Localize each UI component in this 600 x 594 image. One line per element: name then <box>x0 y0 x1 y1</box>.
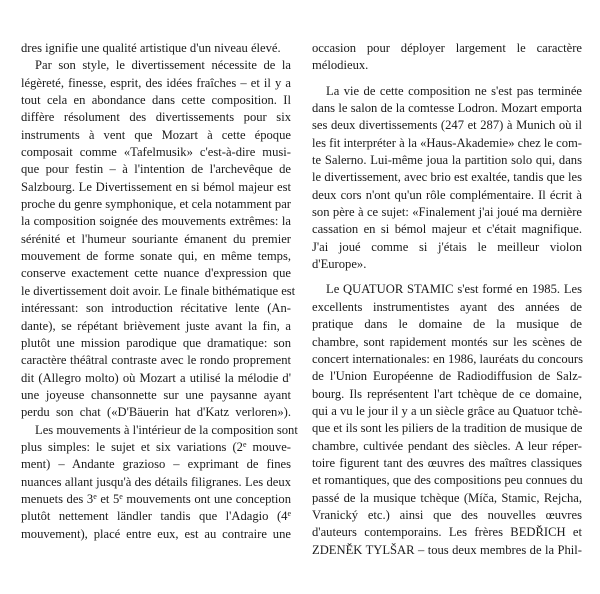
text-line: cassation en si bémol majeur et c'était magnifique. <box>312 222 582 237</box>
text-line: plutôt une mission parodique que dramatique: son <box>21 335 291 350</box>
text-line: caractère théâtral contraste avec le rondo proprement <box>21 353 291 368</box>
text-line: dante), se répétant brièvement juste avant la fin, a <box>21 318 291 333</box>
text-line: proche du genre symphonique, et cela notamment par <box>21 197 291 212</box>
text-line: ZDENĚK TYLŠAR – tous deux membres de la Phil- <box>312 542 582 557</box>
text-line: composait comme «Tafelmusik» c'est-à-dire musi- <box>21 145 291 160</box>
text-line: de l'Union Européenne de Radiodiffusion de Salz- <box>312 369 582 384</box>
text-line: légèreté, finesse, esprit, des idées fraîches – et il y a <box>21 75 291 90</box>
text-line: La vie de cette composition ne s'est pas terminée <box>326 83 582 98</box>
text-line: ment) – Andante grazioso – exprimant de fines <box>21 457 291 472</box>
right-text-column <box>312 40 582 559</box>
text-line: toire figurent tant des œuvres des maîtres classiques <box>312 455 582 470</box>
text-line: et romantiques, que des compositions peu connues du <box>312 473 583 488</box>
text-line: ses deux divertissements (247 et 287) à Munich où il <box>312 118 582 133</box>
text-line: Les mouvements à l'intérieur de la composition sont <box>35 422 298 437</box>
text-line <box>21 508 291 525</box>
text-line: son père à ce sujet: «Finalement j'ai joué ma dernière <box>312 205 582 220</box>
text-fragment: mouvements ont une conception <box>122 491 291 506</box>
text-line: tout cela en abondance dans cette composition. Il <box>21 93 291 108</box>
text-line: conserve exactement cette nuance d'expression que <box>21 266 291 281</box>
text-fragment: mouve- <box>246 439 291 454</box>
text-line: concert internationales: en 1986, lauréats du concours <box>312 351 584 366</box>
text-line: le divertissement, avec brio est exaltée, tandis que les <box>312 170 582 185</box>
text-line: J'ai joué comme si j'étais le meilleur violon <box>312 239 582 254</box>
text-line: chambre, cultivée pendant des siècles. A leur réper- <box>312 438 582 453</box>
text-line: excellents instrumentistes ayant des années de <box>312 299 582 314</box>
text-line <box>21 439 291 456</box>
text-line: instruments à vent que Mozart à cette époque <box>21 127 291 142</box>
ordinal-superscript: e <box>242 439 247 449</box>
text-line: te Salerno. Lui-même joua la partition solo qui, dans <box>312 153 582 168</box>
text-fragment: plus simples: le sujet et six variations (2 <box>21 439 243 454</box>
text-line: mouvement), placé entre eux, est au contraire une <box>21 526 291 541</box>
text-line: que et ils sont les piliers de la tradition de musique de <box>312 421 583 436</box>
text-line: la composition soignée des mouvements extrêmes: la <box>21 214 291 229</box>
text-line: Le QUATUOR STAMIC s'est formé en 1985. Les <box>326 282 582 297</box>
text-line: nuances allant jusqu'à des détails filigranes. Les deux <box>21 474 291 489</box>
text-line: pratique dans le domaine de la musique de <box>312 317 582 332</box>
left-text-column <box>21 40 298 543</box>
text-fragment: plutôt nettement ländler tandis que l'Adagio (4 <box>21 509 288 524</box>
text-line: que pour festin – à l'intention de l'archevêque de <box>21 162 291 177</box>
text-line: mouvement de forme sonate qui, en même temps, <box>21 249 291 264</box>
text-line: bourg. Ils représentent l'art tchèque de ce domaine, <box>312 386 582 401</box>
text-line: le divertissement doit avoir. Le finale bithématique est <box>21 283 296 298</box>
text-line: intéressant: son introduction récitative lente (An- <box>21 301 291 316</box>
text-line: perdu son chat («D'Bäuerin hat d'Katz verloren»). <box>21 405 291 420</box>
text-line: deux cors n'ont qu'un rôle complémentaire. Il écrit à <box>312 187 582 202</box>
text-line: d'Europe». <box>312 257 367 272</box>
ordinal-superscript: e <box>287 509 291 519</box>
text-line: d'auteurs contemporains. Les frères BEDŘICH et <box>312 525 582 540</box>
text-line: chambre, sont rapidement montés sur les scènes de <box>312 334 582 349</box>
text-line: Vranický etc.) ainsi que des nouvelles œuvres <box>312 507 582 522</box>
text-line: dres ignifie une qualité artistique d'un niveau élevé. <box>21 41 281 55</box>
text-line: diffère résolument des divertissements pour six <box>21 110 291 125</box>
text-fragment: et 5 <box>96 491 120 506</box>
text-line: Salzbourg. Le Divertissement en si bémol majeur est <box>21 179 291 194</box>
text-line: dans le salon de la comtesse Lodron. Mozart emporta <box>312 101 582 116</box>
text-line: une joyeuse chansonnette sur une paysanne ayant <box>21 387 291 402</box>
paragraph-gap <box>312 273 582 281</box>
text-line <box>21 491 291 508</box>
text-line: dit (Allegro molto) où Mozart a utilisé la mélodie d' <box>21 370 291 385</box>
text-line: occasion pour déployer largement le caractère <box>312 41 582 55</box>
text-line: les fit interpréter à la «Haus-Akademie» chez le com- <box>312 135 582 150</box>
text-line: qui a vu le jour il y a un siècle grâce au Quatuor tchè- <box>312 403 583 418</box>
text-line: Par son style, le divertissement nécessite de la <box>35 58 291 73</box>
ordinal-superscript: e <box>119 491 123 501</box>
paragraph-gap <box>312 75 582 83</box>
text-line: mélodieux. <box>312 58 369 73</box>
text-line: sérénité et l'humeur souriante émanent du premier <box>21 231 291 246</box>
ordinal-superscript: e <box>93 491 97 501</box>
text-line: passé de la musique tchèque (Míča, Stamic, Rejcha, <box>312 490 582 505</box>
text-fragment: menuets des 3 <box>21 491 94 506</box>
